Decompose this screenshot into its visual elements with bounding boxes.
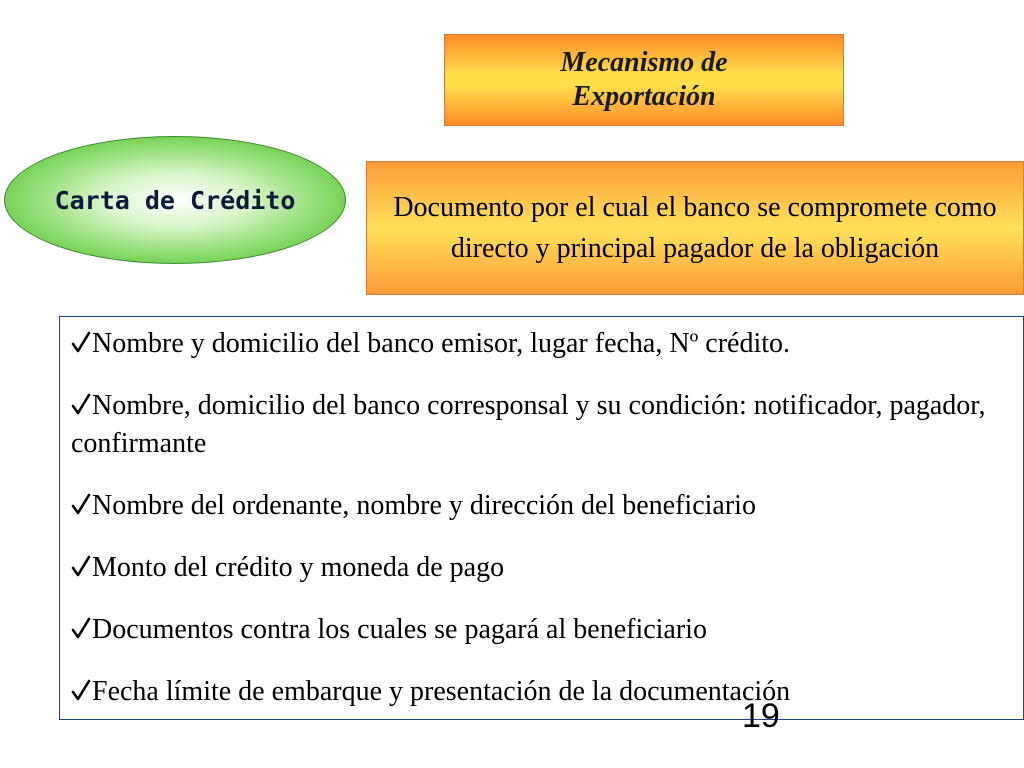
slide-title-line-1: Mecanismo de (560, 47, 728, 78)
slide-number: 19 (742, 697, 780, 735)
list-item-text: Fecha límite de embarque y presentación de la documentación (92, 676, 791, 707)
term-label: Carta de Crédito (54, 185, 296, 215)
check-icon (71, 392, 91, 416)
term-ellipse (4, 136, 346, 264)
list-item (71, 673, 1013, 711)
check-icon (71, 330, 91, 354)
check-icon (71, 678, 91, 702)
check-icon (71, 492, 91, 516)
list-item-text: Documentos contra los cuales se pagará al beneficiario (92, 614, 707, 645)
list-item (71, 487, 1013, 525)
list-item (71, 549, 1013, 587)
list-item-text: Nombre, domicilio del banco corresponsal y su condición: notificador, pagador, confirmante (71, 390, 986, 459)
check-icon (71, 616, 91, 640)
list-item-text: Nombre del ordenante, nombre y dirección del beneficiario (92, 490, 756, 521)
slide-title-box (444, 34, 844, 126)
list-item (71, 387, 1013, 463)
check-icon (71, 554, 91, 578)
definition-box (366, 161, 1024, 295)
list-item-text: Nombre y domicilio del banco emisor, lugar fecha, Nº crédito. (92, 328, 791, 359)
list-item-text: Monto del crédito y moneda de pago (92, 552, 505, 583)
requirements-list (59, 316, 1024, 720)
slide-title-line-2: Exportación (572, 81, 716, 112)
list-item (71, 325, 1013, 363)
list-item (71, 611, 1013, 649)
definition-text: Documento por el cual el banco se compromete como directo y principal pagador de la obligación (393, 192, 997, 264)
